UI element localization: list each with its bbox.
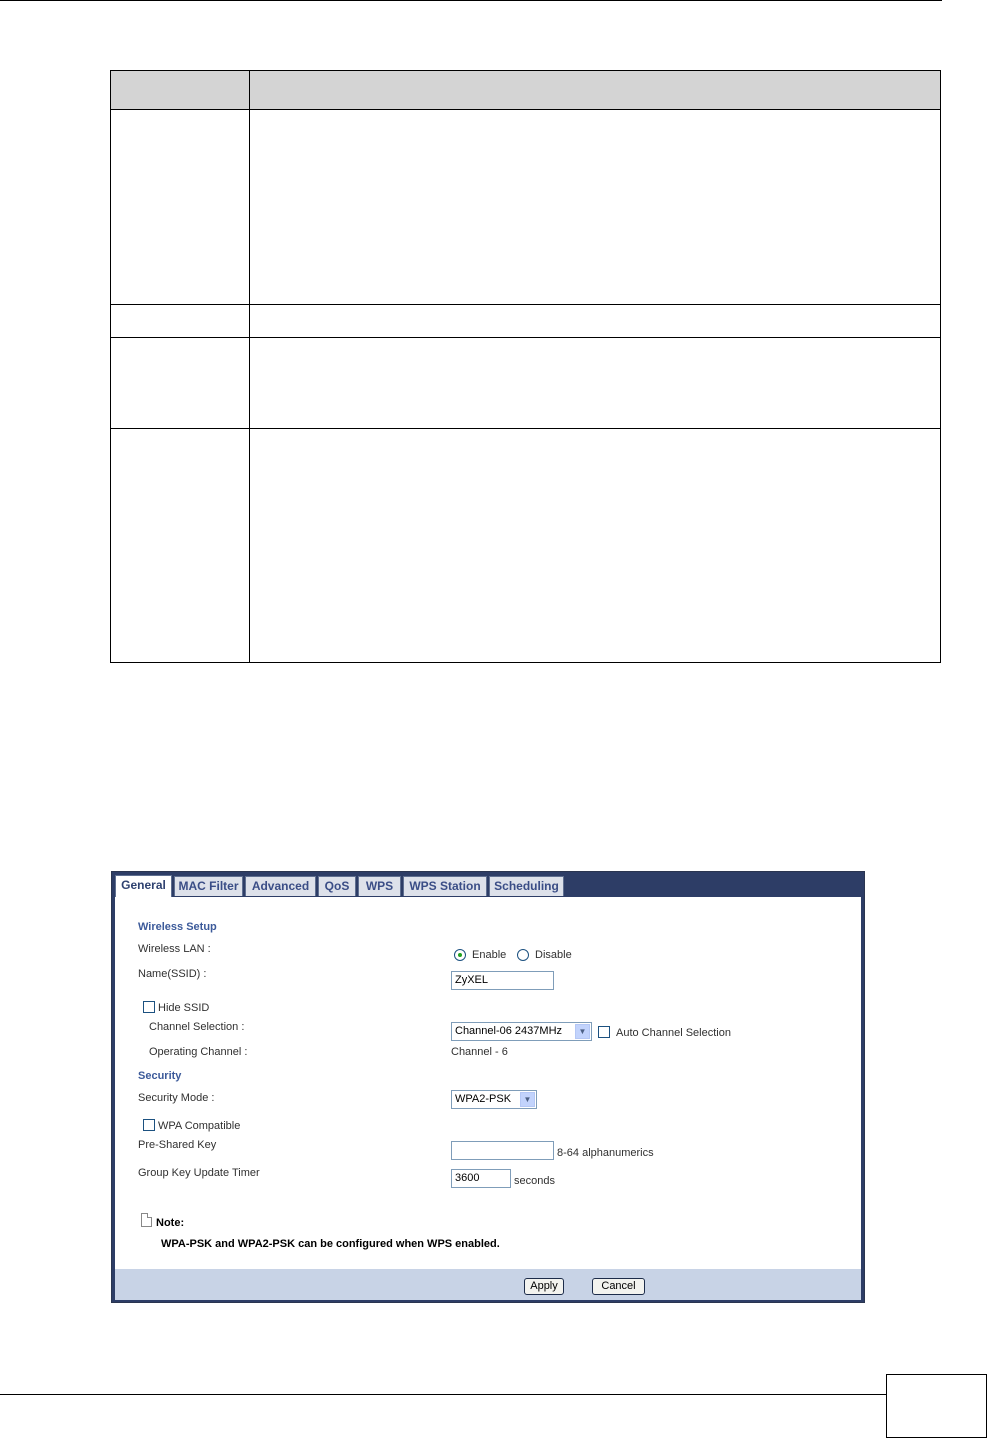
table-row — [111, 305, 941, 338]
group-key-label: Group Key Update Timer — [138, 1167, 260, 1179]
psk-input[interactable] — [451, 1141, 554, 1160]
tab-bar — [112, 872, 864, 897]
disable-radio[interactable] — [517, 949, 529, 961]
table-row — [111, 110, 941, 305]
tab-mac-filter[interactable]: MAC Filter — [174, 876, 243, 896]
ssid-input[interactable]: ZyXEL — [451, 971, 554, 990]
security-mode-label: Security Mode : — [138, 1092, 215, 1104]
channel-selection-label: Channel Selection : — [149, 1021, 245, 1033]
group-key-unit: seconds — [514, 1175, 555, 1187]
note-icon — [141, 1213, 152, 1227]
table-row — [111, 338, 941, 429]
table-header-label — [111, 71, 250, 110]
table-cell-label — [111, 429, 250, 663]
footer-rule — [0, 1394, 886, 1395]
tab-general[interactable]: General — [115, 875, 172, 898]
table-cell-description — [250, 429, 941, 663]
radio-selected-dot — [458, 953, 462, 957]
wpa-compatible-label: WPA Compatible — [158, 1120, 241, 1132]
header-rule — [0, 0, 942, 1]
channel-select-value: Channel-06 2437MHz — [455, 1025, 563, 1037]
psk-label: Pre-Shared Key — [138, 1139, 217, 1151]
table-cell-description — [250, 338, 941, 429]
description-table — [110, 70, 941, 663]
cancel-button[interactable]: Cancel — [592, 1278, 645, 1295]
form-content — [115, 897, 861, 1269]
auto-channel-label: Auto Channel Selection — [616, 1027, 731, 1039]
psk-hint: 8-64 alphanumerics — [557, 1147, 654, 1159]
chevron-down-icon: ▼ — [575, 1024, 590, 1039]
note-text: WPA-PSK and WPA2-PSK can be configured when WPS enabled. — [161, 1238, 500, 1250]
channel-select[interactable] — [451, 1022, 592, 1041]
table-header-row — [111, 71, 941, 110]
chevron-down-icon: ▼ — [520, 1092, 535, 1107]
table-header-description — [250, 71, 941, 110]
tab-scheduling[interactable]: Scheduling — [489, 876, 564, 896]
security-mode-select[interactable] — [451, 1090, 537, 1109]
table-cell-description — [250, 110, 941, 305]
wireless-general-screen — [111, 871, 865, 1303]
operating-channel-value: Channel - 6 — [451, 1046, 508, 1058]
group-key-input[interactable]: 3600 — [451, 1169, 511, 1188]
tab-advanced[interactable]: Advanced — [245, 876, 316, 896]
operating-channel-label: Operating Channel : — [149, 1046, 248, 1058]
button-bar — [115, 1269, 861, 1300]
apply-button[interactable]: Apply — [524, 1278, 564, 1295]
hide-ssid-label: Hide SSID — [158, 1002, 210, 1014]
tab-wps-station[interactable]: WPS Station — [403, 876, 487, 896]
auto-channel-checkbox[interactable] — [598, 1026, 610, 1038]
table-cell-label — [111, 305, 250, 338]
security-heading: Security — [138, 1070, 182, 1082]
tab-qos[interactable]: QoS — [318, 876, 356, 896]
ssid-label: Name(SSID) : — [138, 968, 207, 980]
wireless-setup-heading: Wireless Setup — [138, 921, 217, 933]
table-cell-description — [250, 305, 941, 338]
table-cell-label — [111, 338, 250, 429]
security-mode-value: WPA2-PSK — [455, 1093, 512, 1105]
page-number-box — [886, 1374, 987, 1438]
hide-ssid-checkbox[interactable] — [143, 1001, 155, 1013]
note-title: Note: — [156, 1217, 185, 1229]
wireless-lan-label: Wireless LAN : — [138, 943, 211, 955]
disable-label: Disable — [535, 949, 572, 961]
table-row — [111, 429, 941, 663]
table-cell-label — [111, 110, 250, 305]
enable-label: Enable — [472, 949, 507, 961]
enable-radio[interactable] — [454, 949, 466, 961]
tab-wps[interactable]: WPS — [358, 876, 401, 896]
wpa-compatible-checkbox[interactable] — [143, 1119, 155, 1131]
